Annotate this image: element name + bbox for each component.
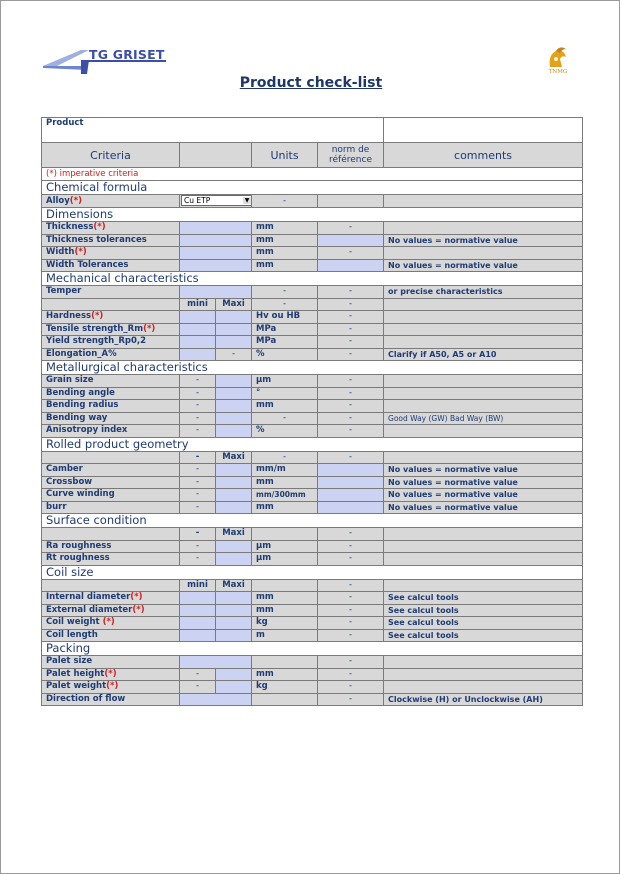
criteria-label <box>42 592 180 605</box>
comment-cell: Clockwise (H) or Unclockwise (AH) <box>384 693 583 706</box>
norm-cell: - <box>318 247 384 260</box>
criteria-label <box>42 604 180 617</box>
unit-cell: MPa <box>252 336 318 349</box>
criteria-text: Temper <box>46 286 82 297</box>
comment-cell: Clarify if A50, A5 or A10 <box>384 348 583 361</box>
section-title: Rolled product geometry <box>42 437 583 451</box>
section-title: Chemical formula <box>42 181 583 195</box>
row-coil-weight <box>42 617 583 630</box>
unit-cell: mm <box>252 476 318 489</box>
row-width-tolerances <box>42 259 583 272</box>
section-title: Mechanical characteristics <box>42 272 583 286</box>
sub-unit: - <box>252 298 318 311</box>
chevron-down-icon[interactable]: ▼ <box>244 197 250 204</box>
value-input[interactable] <box>180 286 252 299</box>
required-marker: (*) <box>130 592 143 603</box>
criteria-label <box>42 375 180 388</box>
required-marker: (*) <box>91 311 104 322</box>
required-marker: (*) <box>74 247 87 258</box>
maxi-header: Maxi <box>216 451 252 464</box>
section-coil-size <box>42 565 583 579</box>
row-alloy <box>42 195 583 208</box>
comment-cell <box>384 375 583 388</box>
sub-blank <box>42 451 180 464</box>
criteria-label <box>42 323 180 336</box>
section-rolled-product-geometry <box>42 437 583 451</box>
unit-cell: mm <box>252 259 318 272</box>
criteria-text: Thickness tolerances <box>46 234 147 245</box>
maxi-input[interactable] <box>216 323 252 336</box>
criteria-text: Width Tolerances <box>46 259 129 270</box>
row-coil-length <box>42 629 583 642</box>
comment-cell: No values = normative value <box>384 464 583 477</box>
norm-cell[interactable] <box>318 464 384 477</box>
criteria-label <box>42 668 180 681</box>
criteria-text: External diameter <box>46 604 133 615</box>
required-marker: (*) <box>93 222 106 233</box>
norm-cell: - <box>318 668 384 681</box>
unit-cell: - <box>252 286 318 299</box>
norm-cell: - <box>318 412 384 425</box>
unit-cell: mm <box>252 668 318 681</box>
row-direction-of-flow <box>42 693 583 706</box>
norm-cell: - <box>318 286 384 299</box>
comment-cell: See calcul tools <box>384 592 583 605</box>
norm-cell: - <box>318 592 384 605</box>
norm-cell[interactable] <box>318 476 384 489</box>
comment-cell: No values = normative value <box>384 489 583 502</box>
unit-cell <box>252 656 318 669</box>
maxi-header: Maxi <box>216 298 252 311</box>
sub-norm: - <box>318 579 384 592</box>
sub-norm: - <box>318 451 384 464</box>
comment-cell <box>384 553 583 566</box>
norm-cell[interactable] <box>318 501 384 514</box>
criteria-label <box>42 259 180 272</box>
comment-cell <box>384 387 583 400</box>
maxi-input[interactable] <box>216 387 252 400</box>
comment-cell: No values = normative value <box>384 476 583 489</box>
comment-cell <box>384 668 583 681</box>
mini-input[interactable] <box>180 617 216 630</box>
criteria-label <box>42 400 180 413</box>
mini-input[interactable] <box>180 604 216 617</box>
mini-input[interactable] <box>180 323 216 336</box>
criteria-text: Hardness <box>46 311 92 322</box>
sub-comment <box>384 528 583 541</box>
criteria-label <box>42 629 180 642</box>
section-metallurgical-characteristics <box>42 361 583 375</box>
comment-cell: Good Way (GW) Bad Way (BW) <box>384 412 583 425</box>
comment-cell <box>384 400 583 413</box>
criteria-label <box>42 693 180 706</box>
mini-input: - <box>180 501 216 514</box>
mini-input: - <box>180 375 216 388</box>
section-title: Coil size <box>42 565 583 579</box>
subheader-row <box>42 579 583 592</box>
unit-cell: mm <box>252 234 318 247</box>
unit-cell: µm <box>252 540 318 553</box>
row-yield-strength-rp0-2 <box>42 336 583 349</box>
mini-input[interactable] <box>180 348 216 361</box>
criteria-label <box>42 489 180 502</box>
maxi-input[interactable] <box>216 553 252 566</box>
norm-cell: - <box>318 656 384 669</box>
row-bending-way <box>42 412 583 425</box>
criteria-label <box>42 540 180 553</box>
unit-cell: Hv ou HB <box>252 311 318 324</box>
alloy-select-cell[interactable] <box>180 195 252 208</box>
imperative-note-row <box>42 168 583 181</box>
mini-input: - <box>180 540 216 553</box>
criteria-text: Crossbow <box>46 476 93 487</box>
row-elongation-a <box>42 348 583 361</box>
row-ra-roughness <box>42 540 583 553</box>
mini-input: - <box>180 681 216 694</box>
comment-cell: No values = normative value <box>384 501 583 514</box>
mini-input: - <box>180 489 216 502</box>
unit-cell: % <box>252 348 318 361</box>
criteria-text: Bending way <box>46 412 108 423</box>
unit-cell: mm <box>252 222 318 235</box>
row-bending-angle <box>42 387 583 400</box>
maxi-input[interactable] <box>216 412 252 425</box>
row-thickness-tolerances <box>42 234 583 247</box>
required-marker: (*) <box>143 323 156 334</box>
product-row <box>42 118 583 143</box>
section-dimensions <box>42 208 583 222</box>
comment-cell <box>384 195 583 208</box>
criteria-label <box>42 553 180 566</box>
norm-cell <box>318 195 384 208</box>
row-bending-radius <box>42 400 583 413</box>
comment-cell <box>384 540 583 553</box>
norm-cell[interactable] <box>318 489 384 502</box>
sub-comment <box>384 298 583 311</box>
unit-cell: % <box>252 425 318 438</box>
value-input[interactable] <box>180 247 252 260</box>
criteria-text: Grain size <box>46 375 94 386</box>
comment-cell: No values = normative value <box>384 259 583 272</box>
criteria-label <box>42 222 180 235</box>
comment-cell: See calcul tools <box>384 617 583 630</box>
section-mechanical-characteristics <box>42 272 583 286</box>
norm-cell[interactable] <box>318 234 384 247</box>
maxi-input[interactable] <box>216 425 252 438</box>
maxi-input[interactable] <box>216 540 252 553</box>
criteria-text: Ra roughness <box>46 540 112 551</box>
row-tensile-strength-rm <box>42 323 583 336</box>
subheader-row <box>42 451 583 464</box>
unit-cell <box>252 693 318 706</box>
row-crossbow <box>42 476 583 489</box>
row-palet-size <box>42 656 583 669</box>
criteria-label <box>42 501 180 514</box>
section-title: Surface condition <box>42 514 583 528</box>
criteria-text: Coil weight <box>46 617 103 628</box>
unit-cell: µm <box>252 553 318 566</box>
norm-cell: - <box>318 681 384 694</box>
sub-unit <box>252 528 318 541</box>
product-value-cell[interactable] <box>384 118 583 143</box>
mini-input[interactable] <box>180 336 216 349</box>
section-chemical-formula <box>42 181 583 195</box>
criteria-text: Bending radius <box>46 400 119 411</box>
comment-cell <box>384 336 583 349</box>
criteria-label <box>42 234 180 247</box>
alloy-select-value: Cu ETP <box>184 196 211 205</box>
norm-cell: - <box>318 222 384 235</box>
norm-cell: - <box>318 425 384 438</box>
criteria-label <box>42 464 180 477</box>
criteria-label <box>42 681 180 694</box>
sub-unit: - <box>252 451 318 464</box>
emblem-caption: TNMG <box>548 69 568 75</box>
sub-comment <box>384 579 583 592</box>
maxi-input[interactable] <box>216 592 252 605</box>
unit-cell: MPa <box>252 323 318 336</box>
criteria-text: Palet height <box>46 668 105 679</box>
criteria-label <box>42 476 180 489</box>
row-hardness <box>42 311 583 324</box>
mini-input: - <box>180 425 216 438</box>
sub-norm: - <box>318 528 384 541</box>
criteria-text: Alloy <box>46 195 70 206</box>
maxi-input[interactable] <box>216 489 252 502</box>
norm-cell: - <box>318 617 384 630</box>
value-input[interactable] <box>180 259 252 272</box>
units-header: Units <box>252 143 318 168</box>
comment-cell: No values = normative value <box>384 234 583 247</box>
norm-cell: - <box>318 693 384 706</box>
maxi-input[interactable] <box>216 311 252 324</box>
row-width <box>42 247 583 260</box>
criteria-label <box>42 348 180 361</box>
norm-cell: - <box>318 604 384 617</box>
norm-cell: - <box>318 311 384 324</box>
unit-cell: kg <box>252 617 318 630</box>
sub-blank <box>42 298 180 311</box>
maxi-input[interactable] <box>216 629 252 642</box>
helmet-emblem-icon <box>544 45 570 71</box>
row-rt-roughness <box>42 553 583 566</box>
norm-cell: - <box>318 540 384 553</box>
criteria-label <box>42 617 180 630</box>
unit-cell: - <box>252 412 318 425</box>
value-input[interactable] <box>180 234 252 247</box>
unit-cell: ° <box>252 387 318 400</box>
criteria-label <box>42 412 180 425</box>
criteria-text: Tensile strength_Rm <box>46 323 144 334</box>
value-input[interactable] <box>180 693 252 706</box>
criteria-label <box>42 311 180 324</box>
mini-header: - <box>180 528 216 541</box>
maxi-input[interactable] <box>216 604 252 617</box>
maxi-header: Maxi <box>216 528 252 541</box>
alloy-select[interactable] <box>181 195 252 206</box>
criteria-text: burr <box>46 501 67 512</box>
norm-cell: - <box>318 375 384 388</box>
mini-input[interactable] <box>180 311 216 324</box>
comment-cell <box>384 656 583 669</box>
required-marker: (*) <box>106 681 119 692</box>
criteria-text: Elongation_A% <box>46 348 117 359</box>
mini-input: - <box>180 553 216 566</box>
page-title: Product check-list <box>239 75 383 91</box>
criteria-text: Bending angle <box>46 387 115 398</box>
row-palet-height <box>42 668 583 681</box>
comment-cell <box>384 222 583 235</box>
criteria-text: Palet weight <box>46 681 107 692</box>
row-internal-diameter <box>42 592 583 605</box>
norm-cell: - <box>318 387 384 400</box>
norm-cell[interactable] <box>318 259 384 272</box>
comment-cell <box>384 311 583 324</box>
unit-cell: - <box>252 195 318 208</box>
criteria-label <box>42 286 180 299</box>
criteria-label <box>42 387 180 400</box>
criteria-label <box>42 336 180 349</box>
comment-cell: See calcul tools <box>384 629 583 642</box>
norm-cell: - <box>318 336 384 349</box>
mini-header: - <box>180 451 216 464</box>
unit-cell: mm/300mm <box>252 489 318 502</box>
mini-input: - <box>180 668 216 681</box>
comment-cell: See calcul tools <box>384 604 583 617</box>
row-burr <box>42 501 583 514</box>
norm-cell: - <box>318 348 384 361</box>
comment-cell: or precise characteristics <box>384 286 583 299</box>
required-marker: (*) <box>104 668 117 679</box>
maxi-input[interactable] <box>216 400 252 413</box>
criteria-text: Camber <box>46 464 83 475</box>
section-title: Dimensions <box>42 208 583 222</box>
criteria-text: Thickness <box>46 222 94 233</box>
norm-cell: - <box>318 323 384 336</box>
unit-cell: mm <box>252 501 318 514</box>
row-temper <box>42 286 583 299</box>
section-title: Packing <box>42 642 583 656</box>
section-packing <box>42 642 583 656</box>
product-label: Product <box>42 118 384 143</box>
norm-cell: - <box>318 629 384 642</box>
comments-header: comments <box>384 143 583 168</box>
mini-input: - <box>180 400 216 413</box>
criteria-text: Rt roughness <box>46 553 110 564</box>
mini-header: mini <box>180 579 216 592</box>
row-anisotropy-index <box>42 425 583 438</box>
company-name: TG GRISET <box>89 47 165 62</box>
maxi-input[interactable] <box>216 617 252 630</box>
maxi-header: Maxi <box>216 579 252 592</box>
section-surface-condition <box>42 514 583 528</box>
criteria-text: Palet size <box>46 656 93 667</box>
comment-cell <box>384 323 583 336</box>
imperative-note: (*) imperative criteria <box>42 168 583 181</box>
norm-header: norm de référence <box>318 143 384 168</box>
criteria-header: Criteria <box>42 143 180 168</box>
criteria-label <box>42 425 180 438</box>
mini-input: - <box>180 476 216 489</box>
maxi-input[interactable] <box>216 375 252 388</box>
unit-cell: kg <box>252 681 318 694</box>
maxi-input[interactable] <box>216 336 252 349</box>
criteria-label <box>42 656 180 669</box>
value-input[interactable] <box>180 222 252 235</box>
unit-cell: m <box>252 629 318 642</box>
mini-input: - <box>180 412 216 425</box>
unit-cell: µm <box>252 375 318 388</box>
mini-header: mini <box>180 298 216 311</box>
comment-cell <box>384 247 583 260</box>
unit-cell: mm <box>252 592 318 605</box>
subheader-row <box>42 298 583 311</box>
criteria-text: Width <box>46 247 75 258</box>
header-row <box>42 143 583 168</box>
row-thickness <box>42 222 583 235</box>
mini-input: - <box>180 464 216 477</box>
row-camber <box>42 464 583 477</box>
norm-cell: - <box>318 400 384 413</box>
sub-unit <box>252 579 318 592</box>
row-grain-size <box>42 375 583 388</box>
criteria-text: Yield strength_Rp0,2 <box>46 336 147 347</box>
value-input[interactable] <box>180 656 252 669</box>
criteria-text: Internal diameter <box>46 592 131 603</box>
criteria-text: Anisotropy index <box>46 425 128 436</box>
row-palet-weight <box>42 681 583 694</box>
maxi-input[interactable] <box>216 476 252 489</box>
sub-norm: - <box>318 298 384 311</box>
comment-cell <box>384 681 583 694</box>
mini-input: - <box>180 387 216 400</box>
subheader-row <box>42 528 583 541</box>
section-title: Metallurgical characteristics <box>42 361 583 375</box>
maxi-input[interactable] <box>216 464 252 477</box>
required-marker: (*) <box>102 617 115 628</box>
row-external-diameter <box>42 604 583 617</box>
unit-cell: mm <box>252 604 318 617</box>
criteria-label <box>42 247 180 260</box>
unit-cell: mm <box>252 400 318 413</box>
maxi-input[interactable] <box>216 501 252 514</box>
sub-blank <box>42 528 180 541</box>
checklist-table <box>41 117 583 706</box>
sub-blank <box>42 579 180 592</box>
unit-cell: mm <box>252 247 318 260</box>
maxi-input[interactable] <box>216 681 252 694</box>
criteria-text: Direction of flow <box>46 693 126 704</box>
required-marker: (*) <box>69 195 83 206</box>
criteria-text: Curve winding <box>46 489 115 500</box>
maxi-input[interactable] <box>216 668 252 681</box>
unit-cell: mm/m <box>252 464 318 477</box>
row-curve-winding <box>42 489 583 502</box>
comment-cell <box>384 425 583 438</box>
norm-cell: - <box>318 553 384 566</box>
maxi-input: - <box>216 348 252 361</box>
sub-comment <box>384 451 583 464</box>
blank-header <box>180 143 252 168</box>
mini-input[interactable] <box>180 629 216 642</box>
required-marker: (*) <box>132 604 145 615</box>
criteria-text: Coil length <box>46 629 98 640</box>
mini-input[interactable] <box>180 592 216 605</box>
criteria-label <box>42 195 180 208</box>
